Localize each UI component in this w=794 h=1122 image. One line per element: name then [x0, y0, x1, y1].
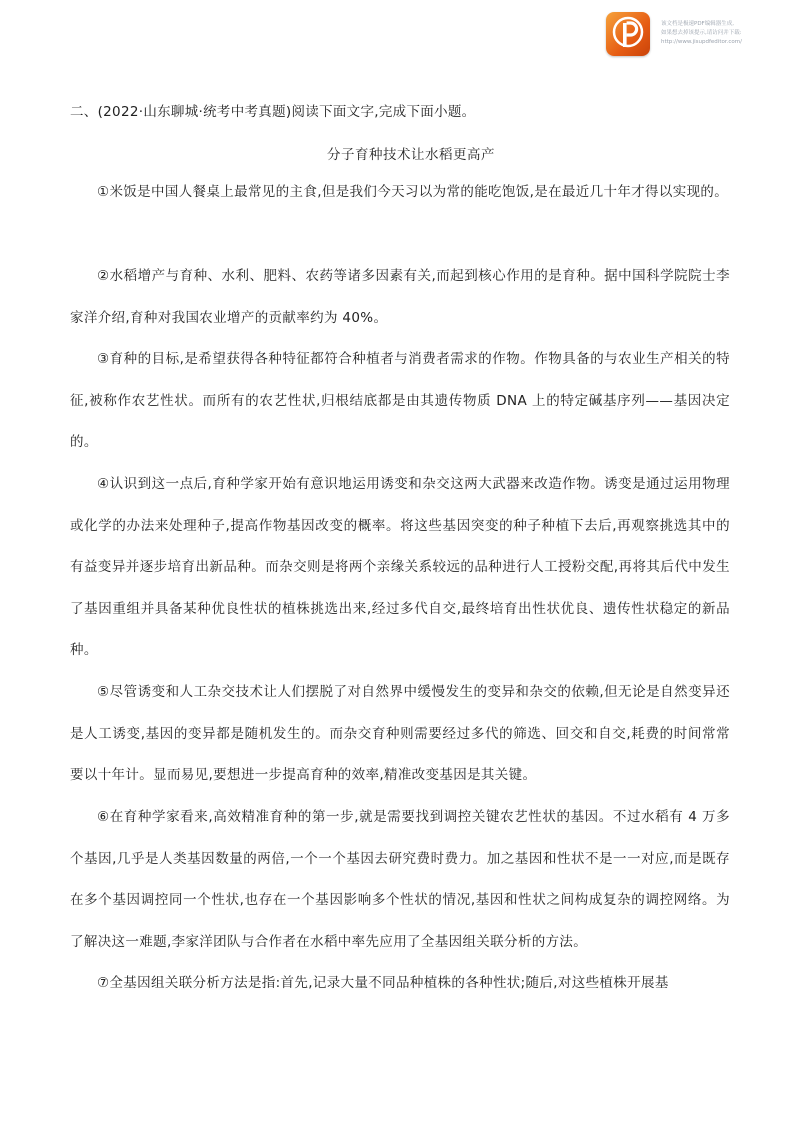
watermark-line: 如果想去掉该提示,请访问并下载:	[661, 30, 742, 36]
paragraph-5: ⑤尽管诱变和人工杂交技术让人们摆脱了对自然界中缓慢发生的变异和杂交的依赖,但无论是自然变异还是人工诱变,基因的变异都是随机发生的。而杂交育种则需要经过多代的筛选、回交和自交,耗费的时间常常要以十年计。显而易见,要想进一步提高育种的效率,精准改变基因是其关键。	[70, 684, 730, 783]
watermark-url: http://www.jisupdfeditor.com/	[661, 39, 742, 45]
watermark-text	[661, 20, 789, 47]
watermark-line: 该文档是极速PDF编辑器生成,	[661, 21, 734, 27]
question-header: 二、(2022·山东聊城·统考中考真题)阅读下面文字,完成下面小题。	[70, 104, 476, 120]
pdf-editor-logo-icon	[606, 12, 650, 56]
paragraph-4: ④认识到这一点后,育种学家开始有意识地运用诱变和杂交这两大武器来改造作物。诱变是通过运用物理或化学的办法来处理种子,提高作物基因改变的概率。将这些基因突变的种子种植下去后,再观察挑选其中的有益变异并逐步培育出新品种。而杂交则是将两个亲缘关系较远的品种进行人工授粉交配,再将其后代中发生了基因重组并具备某种优良性状的植株挑选出来,经过多代自交,最终培育出性状优良、遗传性状稳定的新品种。	[70, 476, 730, 658]
article-title: 分子育种技术让水稻更高产	[327, 147, 495, 163]
paragraph-3: ③育种的目标,是希望获得各种特征都符合种植者与消费者需求的作物。作物具备的与农业生产相关的特征,被称作农艺性状。而所有的农艺性状,归根结底都是由其遗传物质 DNA 上的特定碱基序列——基因决定的。	[70, 351, 730, 450]
paragraph-7: ⑦全基因组关联分析方法是指:首先,记录大量不同品种植株的各种性状;随后,对这些植株开展基	[97, 975, 669, 991]
paragraph-6: ⑥在育种学家看来,高效精准育种的第一步,就是需要找到调控关键农艺性状的基因。不过水稻有 4 万多个基因,几乎是人类基因数量的两倍,一个一个基因去研究费时费力。加之基因和性状不是一一对应,而是既存在多个基因调控同一个性状,也存在一个基因影响多个性状的情况,基因和性状之间构成复杂的调控网络。为了解决这一难题,李家洋团队与合作者在水稻中率先应用了全基因组关联分析的方法。	[70, 809, 730, 950]
paragraph-2: ②水稻增产与育种、水利、肥料、农药等诸多因素有关,而起到核心作用的是育种。据中国科学院院士李家洋介绍,育种对我国农业增产的贡献率约为 40%。	[70, 268, 730, 326]
watermark	[606, 12, 786, 58]
paragraph-1: ①米饭是中国人餐桌上最常见的主食,但是我们今天习以为常的能吃饱饭,是在最近几十年才得以实现的。	[97, 184, 729, 200]
